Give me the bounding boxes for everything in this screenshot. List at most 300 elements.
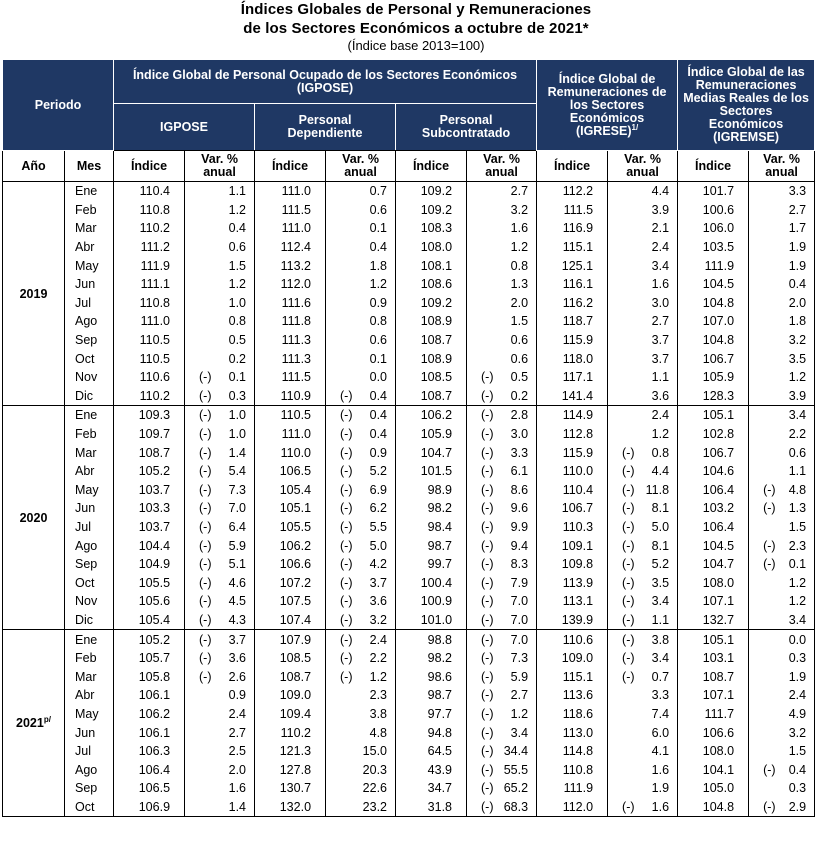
variation-value: 3.2 [788, 333, 807, 348]
year-label: 2019 [19, 286, 48, 301]
index-value: 106.7 [537, 499, 608, 518]
index-value: 108.9 [396, 312, 467, 331]
variation-value: 2.4 [651, 408, 670, 423]
index-value: 113.0 [537, 723, 608, 742]
annual-variation [185, 536, 255, 555]
index-value: 118.6 [537, 705, 608, 724]
index-value: 111.1 [114, 275, 185, 294]
variation-value: 3.7 [228, 632, 247, 647]
header-mes-text: Mes [76, 158, 102, 173]
variation-value: 7.0 [228, 501, 247, 516]
header-indice [537, 151, 608, 182]
table-row [3, 760, 815, 779]
annual-variation [608, 499, 678, 518]
variation-value: 15.0 [362, 744, 388, 759]
variation-value: 3.9 [788, 388, 807, 403]
month-cell: Ago [65, 536, 114, 555]
annual-variation [467, 630, 537, 649]
variation-value: 7.3 [228, 482, 247, 497]
variation-value: 3.5 [651, 575, 670, 590]
annual-variation [608, 312, 678, 331]
negative-marker: (-) [199, 669, 212, 684]
annual-variation [608, 592, 678, 611]
variation-value: 7.4 [651, 706, 670, 721]
variation-value: 0.9 [228, 688, 247, 703]
negative-marker: (-) [481, 501, 494, 516]
annual-variation [608, 443, 678, 462]
header-indice-text: Índice [553, 158, 591, 173]
index-value: 103.2 [678, 499, 749, 518]
annual-variation [749, 499, 815, 518]
annual-variation [608, 742, 678, 761]
index-value: 113.1 [537, 592, 608, 611]
index-value: 106.6 [255, 555, 326, 574]
variation-value: 1.6 [228, 781, 247, 796]
variation-value: 3.4 [651, 594, 670, 609]
annual-variation [749, 462, 815, 481]
index-value: 109.2 [396, 294, 467, 313]
annual-variation [185, 686, 255, 705]
table-row [3, 705, 815, 724]
index-value: 108.7 [678, 667, 749, 686]
index-value: 106.7 [678, 443, 749, 462]
table-row [3, 499, 815, 518]
variation-value: 0.6 [510, 351, 529, 366]
month-cell: Oct [65, 573, 114, 592]
variation-value: 0.6 [510, 333, 529, 348]
variation-value: 3.2 [369, 612, 388, 627]
variation-value: 1.6 [510, 221, 529, 236]
annual-variation [608, 667, 678, 686]
variation-value: 0.5 [510, 370, 529, 385]
annual-variation [467, 294, 537, 313]
month-cell: Ago [65, 760, 114, 779]
variation-value: 1.9 [651, 781, 670, 796]
annual-variation [326, 649, 396, 668]
index-value: 97.7 [396, 705, 467, 724]
index-value: 106.4 [678, 481, 749, 500]
variation-value: 6.0 [651, 725, 670, 740]
variation-value: 1.2 [369, 277, 388, 292]
variation-value: 3.2 [510, 202, 529, 217]
annual-variation [326, 555, 396, 574]
annual-variation [326, 256, 396, 275]
header-igpose-group: Índice Global de Personal Ocupado de los Sectores Económicos (IGPOSE) [114, 60, 537, 104]
index-value: 121.3 [255, 742, 326, 761]
annual-variation [326, 201, 396, 220]
index-value: 109.0 [255, 686, 326, 705]
variation-value: 1.6 [651, 277, 670, 292]
variation-value: 3.4 [788, 612, 807, 627]
variation-value: 0.4 [369, 427, 388, 442]
negative-marker: (-) [481, 464, 494, 479]
month-cell: Dic [65, 611, 114, 630]
index-value: 110.0 [255, 443, 326, 462]
month-cell: Jun [65, 499, 114, 518]
negative-marker: (-) [481, 651, 494, 666]
variation-value: 0.6 [788, 445, 807, 460]
annual-variation [608, 406, 678, 425]
index-value: 114.9 [537, 406, 608, 425]
annual-variation [467, 518, 537, 537]
month-cell: May [65, 481, 114, 500]
variation-value: 22.6 [362, 781, 388, 796]
table-row [3, 275, 815, 294]
index-value: 110.6 [114, 368, 185, 387]
variation-value: 1.9 [788, 258, 807, 273]
negative-marker: (-) [763, 799, 776, 814]
table-row [3, 723, 815, 742]
negative-marker: (-) [199, 408, 212, 423]
annual-variation [185, 275, 255, 294]
table-row [3, 611, 815, 630]
annual-variation [749, 518, 815, 537]
negative-marker: (-) [622, 445, 635, 460]
variation-value: 65.2 [503, 781, 529, 796]
negative-marker: (-) [340, 632, 353, 647]
negative-marker: (-) [622, 632, 635, 647]
header-var-anual-text: anual [203, 165, 236, 179]
variation-value: 3.7 [651, 333, 670, 348]
annual-variation [467, 368, 537, 387]
index-value: 101.0 [396, 611, 467, 630]
negative-marker: (-) [340, 651, 353, 666]
header-indice-text: Índice [412, 158, 450, 173]
table-row [3, 368, 815, 387]
table-row [3, 592, 815, 611]
header-var-anual [749, 151, 815, 182]
annual-variation [608, 238, 678, 257]
header-subcontratado: Personal Subcontratado [396, 104, 537, 151]
month-cell: Ene [65, 406, 114, 425]
variation-value: 23.2 [362, 799, 388, 814]
index-value: 110.5 [114, 331, 185, 350]
table-row [3, 182, 815, 201]
variation-value: 3.6 [651, 388, 670, 403]
annual-variation [326, 573, 396, 592]
index-value: 105.0 [678, 779, 749, 798]
index-value: 108.7 [396, 387, 467, 406]
variation-value: 0.8 [228, 314, 247, 329]
variation-value: 7.3 [510, 651, 529, 666]
annual-variation [749, 406, 815, 425]
negative-marker: (-) [199, 651, 212, 666]
variation-value: 20.3 [362, 762, 388, 777]
negative-marker: (-) [340, 612, 353, 627]
variation-value: 7.0 [510, 594, 529, 609]
index-value: 111.8 [255, 312, 326, 331]
annual-variation [467, 779, 537, 798]
variation-value: 5.4 [228, 464, 247, 479]
negative-marker: (-) [340, 408, 353, 423]
annual-variation [749, 611, 815, 630]
annual-variation [185, 238, 255, 257]
title-line-2: de los Sectores Económicos a octubre de 2021* [243, 20, 589, 37]
annual-variation [185, 649, 255, 668]
variation-value: 2.0 [510, 295, 529, 310]
variation-value: 2.3 [788, 538, 807, 553]
index-value: 112.0 [255, 275, 326, 294]
header-var-anual-text: anual [485, 165, 518, 179]
annual-variation [608, 331, 678, 350]
annual-variation [185, 349, 255, 368]
annual-variation [749, 555, 815, 574]
index-value: 111.5 [537, 201, 608, 220]
index-value: 110.9 [255, 387, 326, 406]
annual-variation [467, 555, 537, 574]
annual-variation [467, 238, 537, 257]
variation-value: 34.4 [503, 744, 529, 759]
variation-value: 8.1 [651, 501, 670, 516]
index-value: 108.6 [396, 275, 467, 294]
annual-variation [326, 742, 396, 761]
index-value: 111.0 [114, 312, 185, 331]
header-var-anual [467, 151, 537, 182]
variation-value: 4.1 [651, 744, 670, 759]
year-label: 2020 [19, 510, 48, 525]
index-value: 105.5 [114, 573, 185, 592]
annual-variation [749, 592, 815, 611]
annual-variation [467, 462, 537, 481]
annual-variation [185, 182, 255, 201]
variation-value: 2.8 [510, 408, 529, 423]
header-var-anual-text: Var. % [201, 152, 238, 166]
annual-variation [326, 275, 396, 294]
annual-variation [185, 499, 255, 518]
variation-value: 1.2 [510, 706, 529, 721]
negative-marker: (-) [199, 388, 212, 403]
negative-marker: (-) [199, 557, 212, 572]
variation-value: 0.2 [228, 351, 247, 366]
variation-value: 1.1 [788, 464, 807, 479]
negative-marker: (-) [340, 557, 353, 572]
index-value: 127.8 [255, 760, 326, 779]
annual-variation [749, 630, 815, 649]
index-value: 108.7 [396, 331, 467, 350]
annual-variation [749, 425, 815, 444]
index-value: 107.1 [678, 686, 749, 705]
index-value: 112.0 [537, 798, 608, 817]
header-indice [114, 151, 185, 182]
annual-variation [185, 294, 255, 313]
annual-variation [326, 294, 396, 313]
annual-variation [608, 349, 678, 368]
annual-variation [326, 368, 396, 387]
variation-value: 3.4 [510, 725, 529, 740]
table-row [3, 742, 815, 761]
table-row [3, 256, 815, 275]
negative-marker: (-) [622, 482, 635, 497]
annual-variation [608, 294, 678, 313]
negative-marker: (-) [481, 427, 494, 442]
variation-value: 0.6 [369, 202, 388, 217]
annual-variation [608, 686, 678, 705]
index-value: 106.2 [396, 406, 467, 425]
month-cell: Jul [65, 742, 114, 761]
annual-variation [608, 201, 678, 220]
negative-marker: (-) [481, 370, 494, 385]
negative-marker: (-) [481, 538, 494, 553]
header-anio [3, 151, 65, 182]
variation-value: 0.4 [228, 221, 247, 236]
table-row [3, 219, 815, 238]
variation-value: 7.0 [510, 612, 529, 627]
variation-value: 4.6 [228, 575, 247, 590]
annual-variation [326, 238, 396, 257]
annual-variation [185, 705, 255, 724]
index-value: 103.5 [678, 238, 749, 257]
variation-value: 5.1 [228, 557, 247, 572]
annual-variation [467, 256, 537, 275]
variation-value: 3.0 [510, 427, 529, 442]
variation-value: 55.5 [503, 762, 529, 777]
table-row [3, 312, 815, 331]
annual-variation [326, 481, 396, 500]
negative-marker: (-) [340, 464, 353, 479]
variation-value: 0.1 [369, 351, 388, 366]
index-value: 106.2 [255, 536, 326, 555]
variation-value: 1.7 [788, 221, 807, 236]
index-value: 100.9 [396, 592, 467, 611]
index-value: 115.9 [537, 331, 608, 350]
negative-marker: (-) [199, 538, 212, 553]
variation-value: 4.3 [228, 612, 247, 627]
negative-marker: (-) [622, 501, 635, 516]
index-value: 110.2 [114, 219, 185, 238]
index-value: 31.8 [396, 798, 467, 817]
annual-variation [749, 686, 815, 705]
index-value: 111.5 [255, 201, 326, 220]
index-value: 106.7 [678, 349, 749, 368]
annual-variation [608, 182, 678, 201]
index-value: 110.4 [537, 481, 608, 500]
index-value: 111.0 [255, 219, 326, 238]
index-value: 132.0 [255, 798, 326, 817]
annual-variation [467, 536, 537, 555]
index-value: 109.7 [114, 425, 185, 444]
month-cell: Ago [65, 312, 114, 331]
annual-variation [467, 312, 537, 331]
month-cell: Ene [65, 630, 114, 649]
index-value: 106.4 [678, 518, 749, 537]
annual-variation [749, 331, 815, 350]
annual-variation [185, 425, 255, 444]
variation-value: 0.3 [788, 651, 807, 666]
variation-value: 1.5 [510, 314, 529, 329]
index-value: 116.2 [537, 294, 608, 313]
index-value: 104.9 [114, 555, 185, 574]
annual-variation [608, 630, 678, 649]
month-cell: Oct [65, 349, 114, 368]
annual-variation [608, 219, 678, 238]
annual-variation [608, 573, 678, 592]
variation-value: 1.0 [228, 408, 247, 423]
negative-marker: (-) [622, 538, 635, 553]
header-var-anual-text: Var. % [624, 152, 661, 166]
index-value: 105.2 [114, 630, 185, 649]
annual-variation [608, 705, 678, 724]
variation-value: 1.6 [651, 799, 670, 814]
index-value: 110.8 [537, 760, 608, 779]
index-value: 104.8 [678, 294, 749, 313]
index-value: 112.2 [537, 182, 608, 201]
variation-value: 3.5 [788, 351, 807, 366]
annual-variation [467, 705, 537, 724]
index-value: 104.8 [678, 798, 749, 817]
annual-variation [326, 592, 396, 611]
index-value: 104.7 [678, 555, 749, 574]
header-igrese-note: 1/ [631, 122, 639, 132]
annual-variation [608, 555, 678, 574]
negative-marker: (-) [622, 612, 635, 627]
negative-marker: (-) [199, 632, 212, 647]
month-cell: Ene [65, 182, 114, 201]
variation-value: 1.1 [228, 184, 247, 199]
annual-variation [749, 649, 815, 668]
variation-value: 0.8 [651, 445, 670, 460]
table-row [3, 201, 815, 220]
variation-value: 8.1 [651, 538, 670, 553]
annual-variation [467, 387, 537, 406]
index-value: 109.3 [114, 406, 185, 425]
title-block [0, 0, 832, 53]
header-var-anual-text: anual [765, 165, 798, 179]
index-value: 98.9 [396, 481, 467, 500]
index-value: 110.4 [114, 182, 185, 201]
index-value: 98.2 [396, 499, 467, 518]
annual-variation [326, 406, 396, 425]
variation-value: 3.6 [228, 651, 247, 666]
index-value: 107.4 [255, 611, 326, 630]
index-value: 110.2 [255, 723, 326, 742]
variation-value: 1.1 [651, 370, 670, 385]
year-cell [3, 630, 65, 817]
annual-variation [326, 705, 396, 724]
year-label: 2021 [16, 716, 44, 731]
index-value: 106.9 [114, 798, 185, 817]
index-value: 111.5 [255, 368, 326, 387]
variation-value: 0.8 [369, 314, 388, 329]
annual-variation [326, 630, 396, 649]
negative-marker: (-) [481, 725, 494, 740]
variation-value: 0.1 [228, 370, 247, 385]
variation-value: 2.0 [788, 295, 807, 310]
variation-value: 9.6 [510, 501, 529, 516]
header-igpose: IGPOSE [114, 104, 255, 151]
header-var-anual-text: Var. % [763, 152, 800, 166]
variation-value: 5.2 [369, 464, 388, 479]
annual-variation [608, 723, 678, 742]
table-row [3, 462, 815, 481]
index-value: 64.5 [396, 742, 467, 761]
negative-marker: (-) [763, 557, 776, 572]
variation-value: 1.6 [651, 762, 670, 777]
index-value: 110.6 [537, 630, 608, 649]
index-value: 107.2 [255, 573, 326, 592]
variation-value: 0.4 [788, 762, 807, 777]
header-dependiente: Personal Dependiente [255, 104, 396, 151]
annual-variation [467, 349, 537, 368]
negative-marker: (-) [340, 445, 353, 460]
index-value: 125.1 [537, 256, 608, 275]
index-value: 111.9 [678, 256, 749, 275]
annual-variation [185, 518, 255, 537]
negative-marker: (-) [481, 575, 494, 590]
variation-value: 3.3 [788, 184, 807, 199]
variation-value: 1.9 [788, 669, 807, 684]
header-var-anual-text: anual [344, 165, 377, 179]
index-value: 105.7 [114, 649, 185, 668]
